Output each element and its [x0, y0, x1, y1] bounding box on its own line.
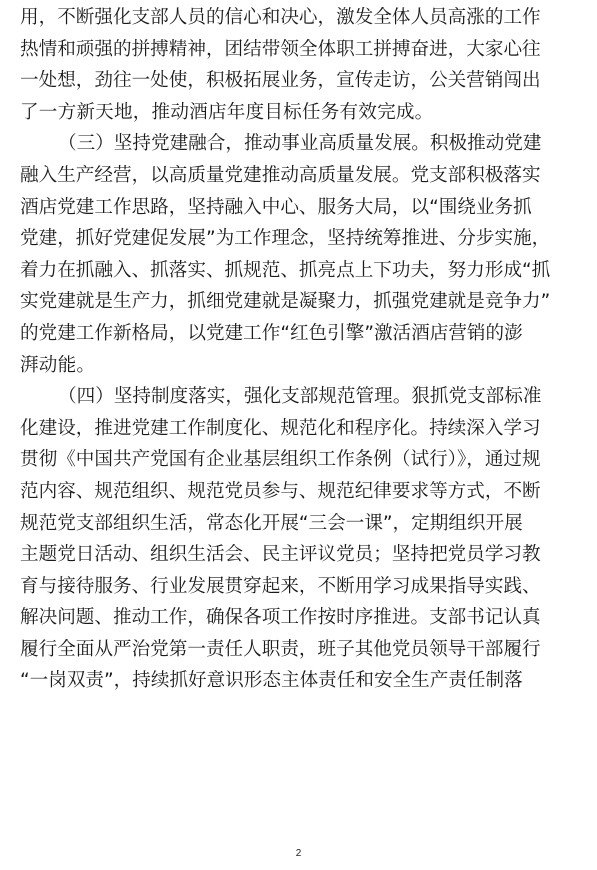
text-line: 化建设，推进党建工作制度化、规范化和程序化。持续深入学习: [20, 417, 541, 439]
text-line: 履行全面从严治党第一责任人职责，班子其他党员领导干部履行: [20, 638, 541, 660]
text-line: 规范党支部组织生活，常态化开展“三会一课”，定期组织开展: [20, 512, 523, 534]
text-line: “一岗双责”，持续抓好意识形态主体责任和安全生产责任制落: [20, 670, 523, 692]
body-text: [20, 2, 582, 697]
text-line: 解决问题、推动工作，确保各项工作按时序推进。支部书记认真: [20, 607, 541, 629]
text-line: （三）坚持党建融合，推动事业高质量发展。积极推动党建: [58, 133, 542, 155]
text-line: 贯彻《中国共产党国有企业基层组织工作条例（试行）》，通过规: [20, 449, 541, 471]
text-line: 酒店党建工作思路，坚持融入中心、服务大局，以“围绕业务抓: [20, 196, 532, 218]
text-line: 实党建就是生产力，抓细党建就是凝聚力，抓强党建就是竞争力”: [20, 291, 551, 313]
text-line: 热情和顽强的拼搏精神，团结带领全体职工拼搏奋进，大家心往: [20, 38, 541, 60]
text-line: 党建，抓好党建促发展”为工作理念，坚持统筹推进、分步实施，: [20, 228, 551, 250]
text-line: 融入生产经营，以高质量党建推动高质量发展。党支部积极落实: [20, 164, 541, 186]
text-line: 的党建工作新格局，以党建工作“红色引擎”激活酒店营销的澎: [20, 322, 523, 344]
text-line: 一处想，劲往一处使，积极拓展业务，宣传走访，公关营销闯出: [20, 70, 541, 92]
text-line: 用，不断强化支部人员的信心和决心，激发全体人员高涨的工作: [20, 7, 541, 28]
text-line: 范内容、规范组织、规范党员参与、规范纪律要求等方式，不断: [20, 480, 541, 502]
text-line: 了一方新天地，推动酒店年度目标任务有效完成。: [20, 101, 434, 123]
text-line: 着力在抓融入、抓落实、抓规范、抓亮点上下功夫，努力形成“抓: [20, 259, 551, 281]
text-line: 主题党日活动、组织生活会、民主评议党员；坚持把党员学习教: [20, 544, 541, 566]
page-number: 2: [295, 848, 302, 859]
text-line: （四）坚持制度落实，强化支部规范管理。狠抓党支部标准: [58, 386, 542, 408]
text-line: 湃动能。: [20, 354, 96, 376]
text-line: 育与接待服务、行业发展贯穿起来，不断用学习成果指导实践、: [20, 575, 541, 597]
